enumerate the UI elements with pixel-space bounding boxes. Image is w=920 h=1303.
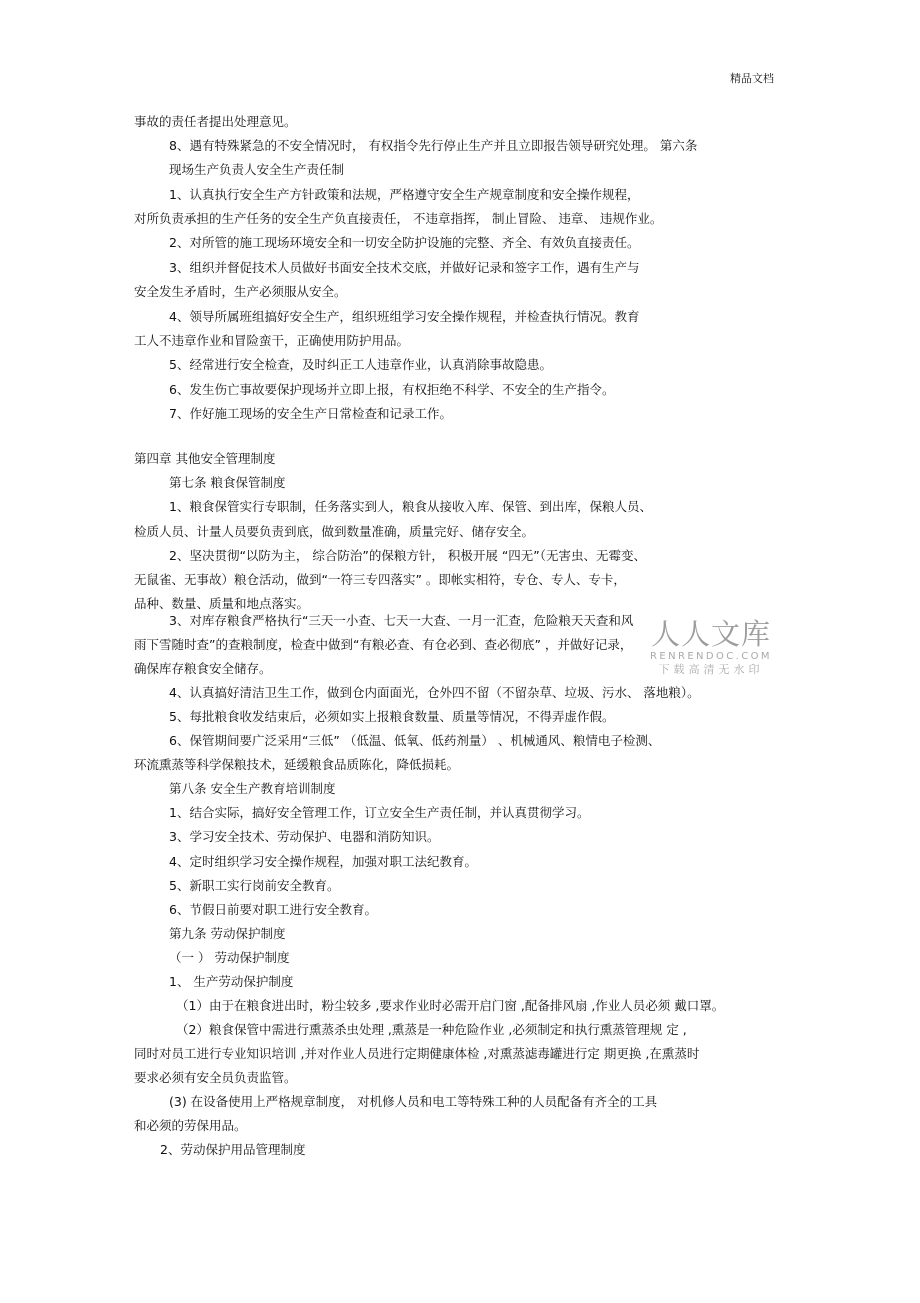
text-line: 对所负责承担的生产任务的安全生产负直接责任， 不违章指挥， 制止冒险、 违章、 违规作业。	[134, 211, 663, 226]
text-line: 1、粮食保管实行专职制，任务落实到人，粮食从接收入库、保管、到出库，保粮人员、	[169, 499, 652, 514]
text-line: 事故的责任者提出处理意见。	[134, 114, 297, 129]
text-line: 5、新职工实行岗前安全教育。	[169, 878, 340, 893]
page-header-label: 精品文档	[730, 72, 774, 85]
watermark-logo-text: 人人文库	[650, 617, 771, 651]
text-line: 雨下雪随时查”的查粮制度，检查中做到“有粮必查、有仓必到、查必彻底” ，并做好记录，	[134, 637, 633, 652]
text-line: 8、遇有特殊紧急的不安全情况时， 有权指令先行停止生产并且立即报告领导研究处理。 第六条	[169, 138, 698, 153]
text-line: 5、每批粮食收发结束后，必须如实上报粮食数量、质量等情况，不得弄虚作假。	[169, 709, 615, 724]
text-line: 品种、数量、质量和地点落实。	[134, 596, 310, 611]
text-line: 现场生产负责人安全生产责任制	[169, 162, 345, 177]
text-line: 3、学习安全技术、劳动保护、电器和消防知识。	[169, 829, 440, 844]
watermark-tagline: 下载高清无水印	[658, 663, 764, 676]
section-heading: 第九条 劳动保护制度	[169, 926, 286, 941]
text-line: 无鼠雀、无事故）粮仓活动，做到“一符三专四落实” 。即帐实相符，专仓、专人、专卡，	[134, 572, 626, 587]
text-line: 4、认真搞好清洁卫生工作，做到仓内面面光，仓外四不留（不留杂草、垃圾、污水、 落地粮）。	[169, 685, 700, 700]
text-line: 2、对所管的施工现场环境安全和一切安全防护设施的完整、齐全、有效负直接责任。	[169, 235, 640, 250]
section-heading: 第七条 粮食保管制度	[169, 475, 286, 490]
watermark-site: RENRENDOC.COM	[650, 651, 772, 662]
text-line: 工人不违章作业和冒险蛮干，正确使用防护用品。	[134, 333, 410, 348]
text-line: 要求必须有安全员负责监管。	[134, 1070, 297, 1085]
text-line: 4、领导所属班组搞好安全生产，组织班组学习安全操作规程，并检查执行情况。教育	[169, 309, 640, 324]
text-line: 3、组织并督促技术人员做好书面安全技术交底，并做好记录和签字工作，遇有生产与	[169, 260, 640, 275]
subsection-heading: 1、 生产劳动保护制度	[169, 974, 294, 989]
text-line: 4、定时组织学习安全操作规程，加强对职工法纪教育。	[169, 854, 477, 869]
text-line: （2）粮食保管中需进行熏蒸杀虫处理 ,熏蒸是一种危险作业 ,必须制定和执行熏蒸管理规 定 ,	[176, 1022, 687, 1037]
text-line: 6、保管期间要广泛采用“三低” （低温、低氧、低药剂量） 、机械通风、粮情电子检测、	[169, 733, 661, 748]
text-line: 和必须的劳保用品。	[134, 1118, 247, 1133]
text-line: 6、节假日前要对职工进行安全教育。	[169, 902, 377, 917]
text-line: 3、对库存粮食严格执行“三天一小查、七天一大查、一月一汇查，危险粮天天查和风	[169, 613, 634, 628]
watermark	[648, 618, 774, 677]
text-line: 同时对员工进行专业知识培训 ,并对作业人员进行定期健康体检 ,对熏蒸滤毒罐进行定 期更换 ,在熏蒸时	[134, 1046, 700, 1061]
subsection-heading: 2、劳动保护用品管理制度	[160, 1142, 306, 1157]
text-line: 5、经常进行安全检查，及时纠正工人违章作业，认真消除事故隐患。	[169, 357, 552, 372]
text-line: 2、坚决贯彻“以防为主， 综合防治”的保粮方针， 积极开展 “四无”（无害虫、无霉变、	[169, 548, 647, 563]
chapter-heading: 第四章 其他安全管理制度	[134, 451, 276, 466]
text-line: （1）由于在粮食进出时，粉尘较多 ,要求作业时必需开启门窗 ,配备排风扇 ,作业人员必须 戴口罩。	[176, 998, 725, 1013]
text-line: 1、结合实际，搞好安全管理工作，订立安全生产责任制，并认真贯彻学习。	[169, 805, 590, 820]
subsection-heading: （一 ） 劳动保护制度	[169, 950, 290, 965]
text-line: 确保库存粮食安全储存。	[134, 661, 272, 676]
text-line: (3) 在设备使用上严格规章制度， 对机修人员和电工等特殊工种的人员配备有齐全的工具	[169, 1094, 658, 1109]
text-line: 安全发生矛盾时，生产必须服从安全。	[134, 284, 347, 299]
section-heading: 第八条 安全生产教育培训制度	[169, 781, 336, 796]
text-line: 6、发生伤亡事故要保护现场并立即上报，有权拒绝不科学、不安全的生产指令。	[169, 382, 615, 397]
text-line: 1、认真执行安全生产方针政策和法规，严格遵守安全生产规章制度和安全操作规程，	[169, 187, 640, 202]
text-line: 环流熏蒸等科学保粮技术，延缓粮食品质陈化，降低损耗。	[134, 757, 460, 772]
text-line: 检质人员、计量人员要负责到底，做到数量准确，质量完好、储存安全。	[134, 524, 535, 539]
text-line: 7、作好施工现场的安全生产日常检查和记录工作。	[169, 406, 452, 421]
